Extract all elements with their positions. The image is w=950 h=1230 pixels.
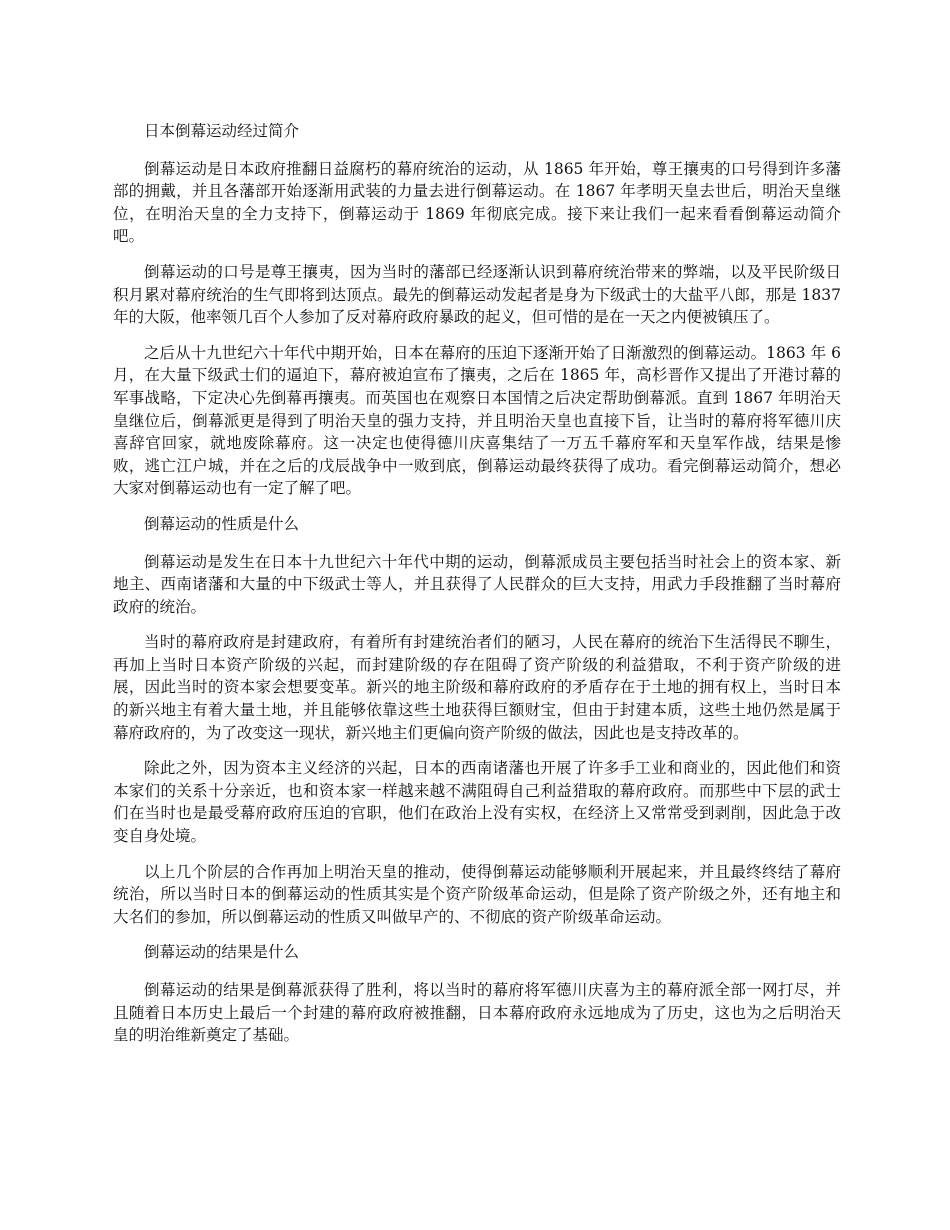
document-page xyxy=(113,120,841,1060)
document-title: 日本倒幕运动经过简介 xyxy=(144,122,300,140)
nature-paragraph-3: 除此之外，因为资本主义经济的兴起，日本的西南诸藩也开展了许多手工业和商业的，因此他们和资本家们的关系十分亲近，也和资本家一样越来越不满阻碍自己利益猎取的幕府政府。而那些中下层的武士们在当时也是最受幕府政府压迫的官职，他们在政治上没有实权，在经济上又常常受到剥削，因此急于改变自身处境。 xyxy=(113,759,841,846)
result-paragraph-1: 倒幕运动的结果是倒幕派获得了胜利，将以当时的幕府将军德川庆喜为主的幕府派全部一网打尽，并且随着日本历史上最后一个封建的幕府政府被推翻，日本幕府政府永远地成为了历史，这也为之后明治天皇的明治维新奠定了基础。 xyxy=(113,981,841,1045)
nature-paragraph-2: 当时的幕府政府是封建政府，有着所有封建统治者们的陋习，人民在幕府的统治下生活得民不聊生，再加上当时日本资产阶级的兴起，而封建阶级的存在阻碍了资产阶级的利益猎取，不利于资产阶级的进展，因此当时的资本家会想要变革。新兴的地主阶级和幕府政府的矛盾存在于土地的拥有权上，当时日本的新兴地主有着大量土地，并且能够依靠这些土地获得巨额财宝，但由于封建本质，这些土地仍然是属于幕府政府的，为了改变这一现状，新兴地主们更偏向资产阶级的做法，因此也是支持改革的。 xyxy=(113,633,841,742)
intro-paragraph-2: 倒幕运动的口号是尊王攘夷，因为当时的藩部已经逐渐认识到幕府统治带来的弊端，以及平民阶级日积月累对幕府统治的生气即将到达顶点。最先的倒幕运动发起者是身为下级武士的大盐平八郎，那是 1837 年的大阪，他率领几百个人参加了反对幕府政府暴政的起义，但可惜的是在一天之内便被镇压了。 xyxy=(113,262,841,327)
nature-paragraph-1: 倒幕运动是发生在日本十九世纪六十年代中期的运动，倒幕派成员主要包括当时社会上的资本家、新地主、西南诸藩和大量的中下级武士等人，并且获得了人民群众的巨大支持，用武力手段推翻了当时幕府政府的统治。 xyxy=(113,552,841,616)
nature-heading: 倒幕运动的性质是什么 xyxy=(144,514,300,533)
intro-paragraph-3: 之后从十九世纪六十年代中期开始，日本在幕府的压迫下逐渐开始了日渐激烈的倒幕运动。1863 年 6 月，在大量下级武士们的逼迫下，幕府被迫宣布了攘夷，之后在 1865 年，高杉晋作又提出了开港讨幕的军事战略，下定决心先倒幕再攘夷。而英国也在观察日本国情之后决定帮助倒幕派。直到 1867 年明治天皇继位后，倒幕派更是得到了明治天皇的强力支持，并且明治天皇也直接下旨，让当时的幕府将军德川庆喜辞官回家，就地废除幕府。这一决定也使得德川庆喜集结了一万五千幕府军和天皇军作战，结果是惨败，逃亡江户城，并在之后的戊辰战争中一败到底，倒幕运动最终获得了成功。看完倒幕运动简介，想必大家对倒幕运动也有一定了解了吧。 xyxy=(113,343,841,498)
intro-paragraph-1: 倒幕运动是日本政府推翻日益腐朽的幕府统治的运动，从 1865 年开始，尊王攘夷的口号得到许多藩部的拥戴，并且各藩部开始逐渐用武装的力量去进行倒幕运动。在 1867 年孝明天皇去世后，明治天皇继位，在明治天皇的全力支持下，倒幕运动于 1869 年彻底完成。接下来让我们一起来看看倒幕运动简介吧。 xyxy=(113,159,841,246)
result-heading: 倒幕运动的结果是什么 xyxy=(144,943,300,962)
nature-paragraph-4: 以上几个阶层的合作再加上明治天皇的推动，使得倒幕运动能够顺利开展起来，并且最终终结了幕府统治，所以当时日本的倒幕运动的性质其实是个资产阶级革命运动，但是除了资产阶级之外，还有地主和大名们的参加，所以倒幕运动的性质又叫做早产的、不彻底的资产阶级革命运动。 xyxy=(113,862,841,926)
